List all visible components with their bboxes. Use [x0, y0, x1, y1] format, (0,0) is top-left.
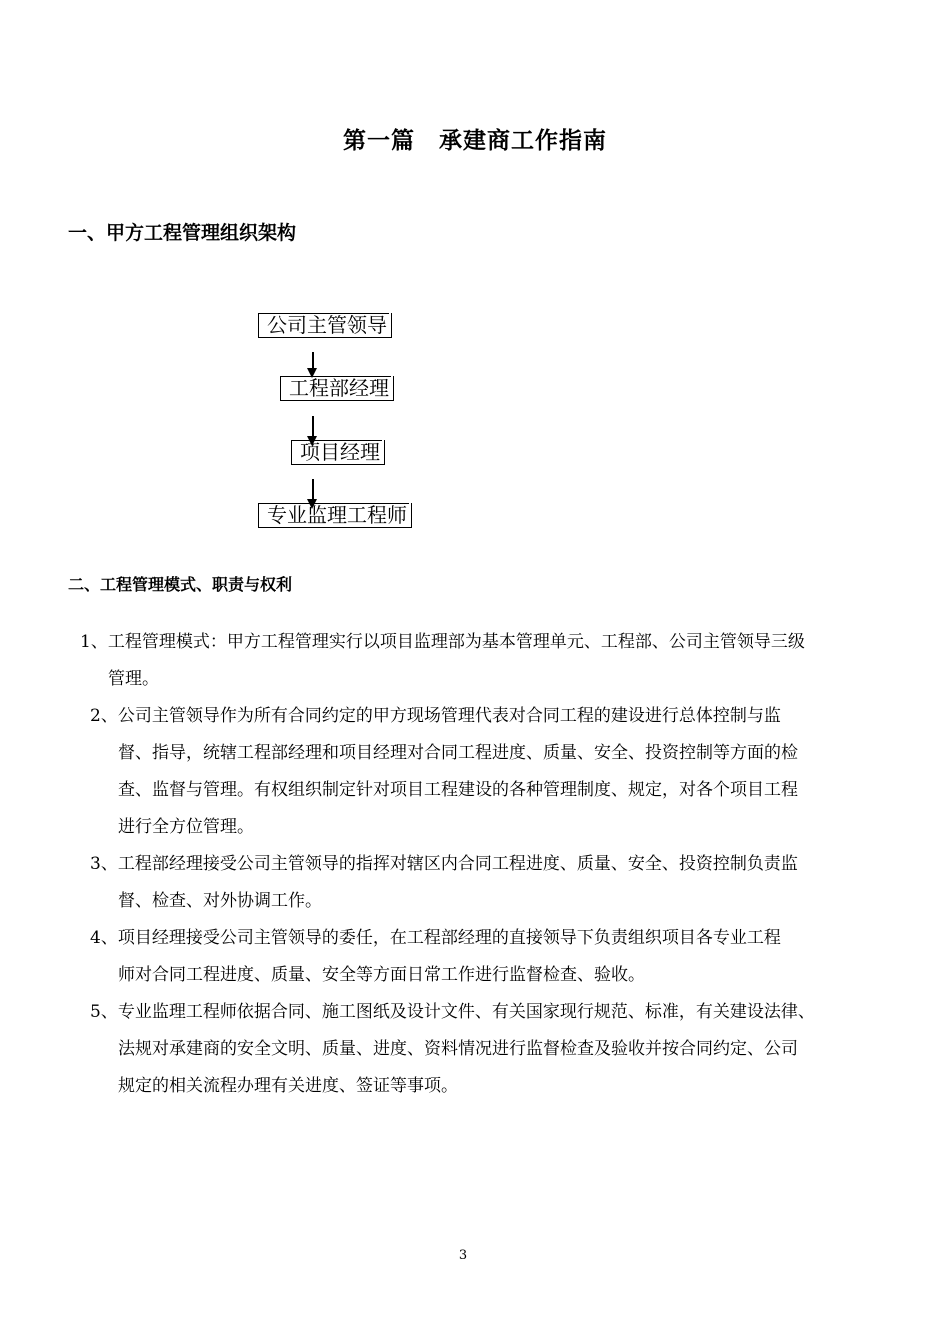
arrow-down-icon	[306, 352, 320, 378]
text-line: 督、指导，统辖工程部经理和项目经理对合同工程进度、质量、安全、投资控制等方面的检	[118, 743, 798, 763]
org-node-engineering-manager: 工程部经理	[280, 376, 394, 401]
page-title: 第一篇 承建商工作指南	[343, 128, 607, 154]
text-line: 进行全方位管理。	[118, 817, 254, 837]
text-line: 督、检查、对外协调工作。	[118, 891, 322, 911]
org-node-company-leader: 公司主管领导	[258, 313, 392, 338]
text-line: 5、专业监理工程师依据合同、施工图纸及设计文件、有关国家现行规范、标准，有关建设法律、	[90, 1002, 815, 1022]
section-heading-org-structure: 一、甲方工程管理组织架构	[68, 222, 297, 244]
org-node-supervision-engineer: 专业监理工程师	[258, 503, 412, 528]
org-node-project-manager: 项目经理	[291, 440, 385, 465]
text-line: 1、工程管理模式：甲方工程管理实行以项目监理部为基本管理单元、工程部、公司主管领导三级	[80, 632, 805, 652]
text-line: 4、项目经理接受公司主管领导的委任，在工程部经理的直接领导下负责组织项目各专业工程	[90, 928, 781, 948]
text-line: 规定的相关流程办理有关进度、签证等事项。	[118, 1076, 458, 1096]
page-number: 3	[458, 1248, 468, 1263]
text-line: 师对合同工程进度、质量、安全等方面日常工作进行监督检查、验收。	[118, 965, 645, 985]
text-line: 查、监督与管理。有权组织制定针对项目工程建设的各种管理制度、规定，对各个项目工程	[118, 780, 798, 800]
text-line: 法规对承建商的安全文明、质量、进度、资料情况进行监督检查及验收并按合同约定、公司	[118, 1039, 798, 1059]
text-line: 3、工程部经理接受公司主管领导的指挥对辖区内合同工程进度、质量、安全、投资控制负责监	[90, 854, 798, 874]
text-line: 管理。	[108, 669, 159, 689]
section-heading-management-mode: 二、工程管理模式、职责与权利	[68, 575, 293, 594]
text-line: 2、公司主管领导作为所有合同约定的甲方现场管理代表对合同工程的建设进行总体控制与监	[90, 706, 781, 726]
